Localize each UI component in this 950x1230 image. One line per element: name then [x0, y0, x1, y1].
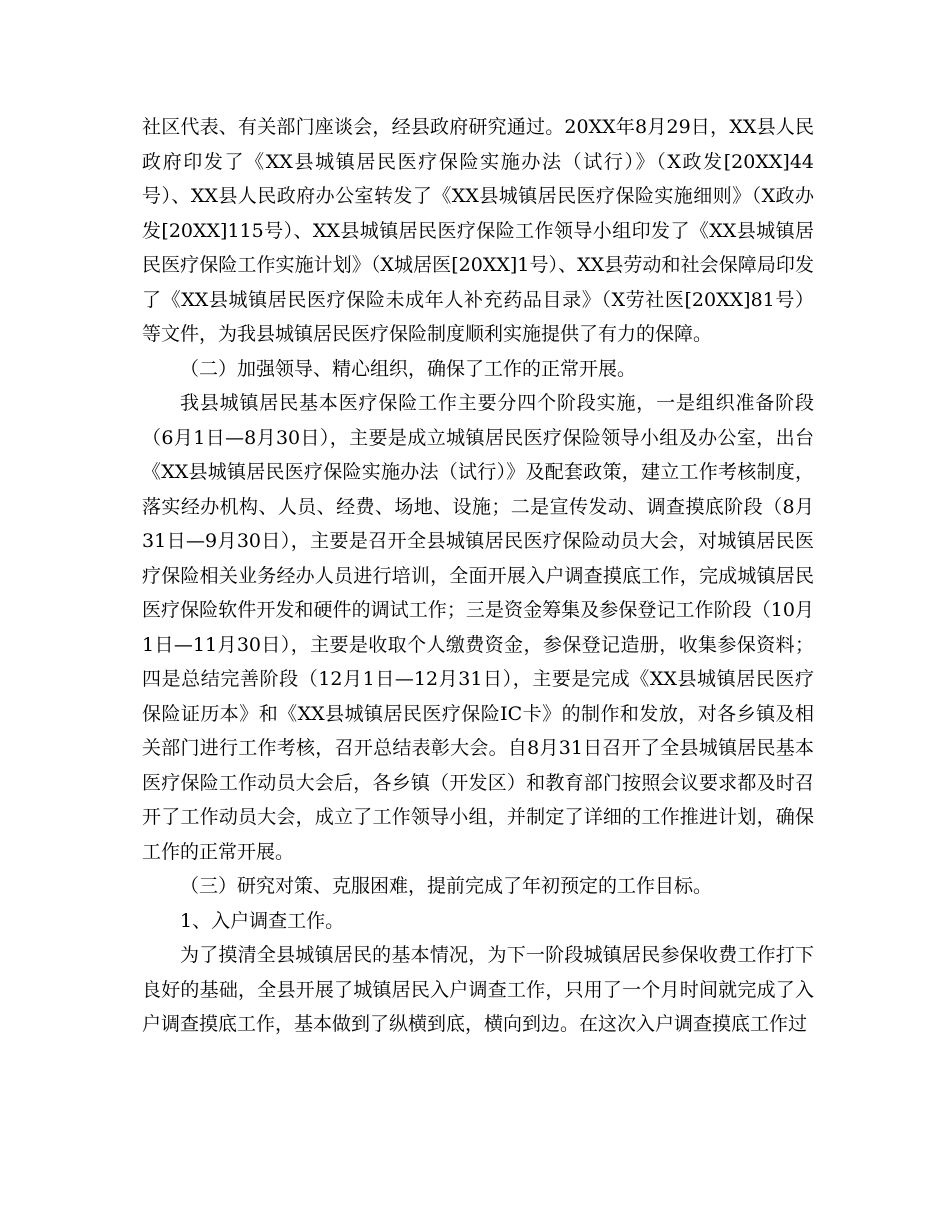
paragraph-stages: 我县城镇居民基本医疗保险工作主要分四个阶段实施，一是组织准备阶段（6月1日—8月30日），主要是成立城镇居民医疗保险领导小组及办公室，出台《XX县城镇居民医疗保险实施办法（试行）》及配套政策，建立工作考核制度，落实经办机构、人员、经费、场地、设施；二是宣传发动、调查摸底阶段（8月31日—9月30日），主要是召开全县城镇居民医疗保险动员大会，对城镇居民医疗保险相关业务经办人员进行培训，全面开展入户调查摸底工作，完成城镇居民医疗保险软件开发和硬件的调试工作；三是资金筹集及参保登记工作阶段（10月1日—11月30日），主要是收取个人缴费资金，参保登记造册，收集参保资料；四是总结完善阶段（12月1日—12月31日），主要是完成《XX县城镇居民医疗保险证历本》和《XX县城镇居民医疗保险IC卡》的制作和发放，对各乡镇及相关部门进行工作考核，召开总结表彰大会。自8月31日召开了全县城镇居民基本医疗保险工作动员大会后，各乡镇（开发区）和教育部门按照会议要求都及时召开了工作动员大会，成立了工作领导小组，并制定了详细的工作推进计划，确保工作的正常开展。: [142, 392, 814, 863]
paragraph-continuation: 社区代表、有关部门座谈会，经县政府研究通过。20XX年8月29日，XX县人民政府印发了《XX县城镇居民医疗保险实施办法（试行）》（X政发[20XX]44号）、XX县人民政府办公室转发了《XX县城镇居民医疗保险实施细则》（X政办发[20XX]115号）、XX县城镇居民医疗保险工作领导小组印发了《XX县城镇居民医疗保险工作实施计划》（X城居医[20XX]1号）、XX县劳动和社会保障局印发了《XX县城镇居民医疗保险未成年人补充药品目录》（X劳社医[20XX]81号）等文件，为我县城镇居民医疗保险制度顺利实施提供了有力的保障。: [142, 116, 814, 345]
section-heading-2: （二）加强领导、精心组织，确保了工作的正常开展。: [180, 357, 637, 380]
subsection-heading-1: 1、入户调查工作。: [180, 909, 345, 932]
document-body: [142, 110, 814, 1042]
section-heading-3: （三）研究对策、克服困难，提前完成了年初预定的工作目标。: [180, 875, 713, 897]
paragraph-household-survey: 为了摸清全县城镇居民的基本情况，为下一阶段城镇居民参保收费工作打下良好的基础，全县开展了城镇居民入户调查工作，只用了一个月时间就完成了入户调查摸底工作，基本做到了纵横到底，横向到边。在这次入户调查摸底工作过: [142, 944, 814, 1035]
